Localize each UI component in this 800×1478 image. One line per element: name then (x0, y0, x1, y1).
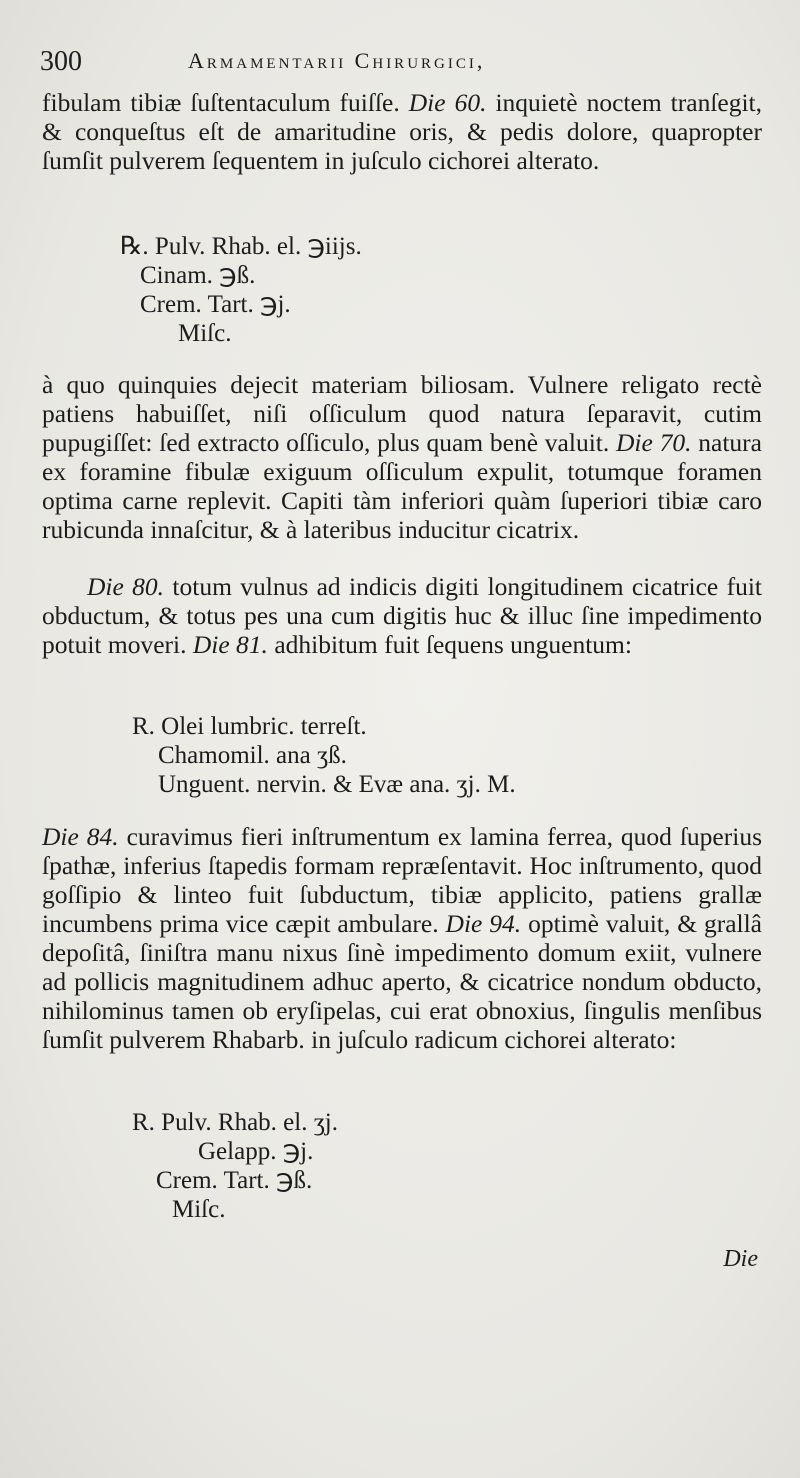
recipe-2-line-1: R. Olei lumbric. terreſt. (132, 713, 367, 740)
day-label: Die 94. (445, 909, 522, 938)
paragraph-3-text-b: adhibitum fuit ſequens unguentum: (274, 630, 632, 659)
day-label: Die 60. (408, 88, 487, 117)
paragraph-1 (42, 88, 762, 175)
recipe-1-line-3: Crem. Tart. ℈j. (140, 291, 291, 318)
recipe-1-line-4: Miſc. (178, 320, 232, 347)
recipe-3-line-4: Miſc. (172, 1196, 226, 1223)
recipe-2-line-3: Unguent. nervin. & Evæ ana. ʒj. M. (158, 771, 516, 798)
page-number: 300 (40, 46, 82, 77)
recipe-3 (132, 1108, 338, 1224)
paragraph-3 (42, 572, 762, 659)
catchword: Die (723, 1246, 758, 1272)
paragraph-4-text-b: optimè valuit, & grallâ depoſitâ, ſiniſtra manu nixus ſinè impedimento domum exiit, vulnere ad pollicis magnitudinem adhuc aperto, & cicatrice nondum obducto, nihilominus tamen ob eryſipelas, cui erat obnoxius, ſingulis menſibus ſumſit pulverem Rhabarb. in juſculo radicum cichorei alterato: (42, 909, 762, 1054)
day-label: Die 70. (616, 428, 692, 457)
day-label: Die 84. (42, 822, 119, 851)
paragraph-2-text-b: natura ex foramine fibulæ exiguum oſſiculum expulit, totumque foramen optima carne replevit. Capiti tàm inferiori quàm ſuperiori tibiæ caro rubicunda innaſcitur, & à lateribus inducitur cicatrix. (42, 428, 762, 544)
paragraph-2-text-a: à quo quinquies dejecit materiam biliosam. Vulnere religato rectè patiens habuiſſet, niſi oſſiculum quod natura ſeparavit, cutim pupugiſſet: ſed extracto oſſiculo, plus quam benè valuit. (42, 370, 762, 457)
paragraph-2 (42, 370, 762, 544)
recipe-3-line-1: R. Pulv. Rhab. el. ʒj. (132, 1109, 339, 1136)
paragraph-3-text-a: totum vulnus ad indicis digiti longitudinem cicatrice fuit obductum, & totus pes una cum digitis huc & illuc ſine impedimento potuit moveri. (42, 572, 763, 659)
recipe-1-line-1: ℞. Pulv. Rhab. el. ℈iijs. (120, 233, 362, 260)
recipe-1-line-2: Cinam. ℈ß. (140, 262, 256, 289)
recipe-1 (120, 232, 362, 348)
paragraph-1-text-b: inquietè noctem tranſegit, & conqueſtus eſt de amaritudine oris, & pedis dolore, quapropter ſumſit pulverem ſequentem in juſculo cichorei alterato. (42, 88, 763, 175)
paragraph-1-text-a: fibulam tibiæ ſuſtentaculum fuiſſe. (42, 88, 400, 117)
recipe-3-line-2: Gelapp. ℈j. (198, 1138, 314, 1165)
running-head: Armamentarii Chirurgici, (188, 48, 486, 73)
day-label: Die 81. (192, 630, 268, 659)
paragraph-4 (42, 822, 762, 1054)
page-header (40, 46, 760, 82)
recipe-2-line-2: Chamomil. ana ʒß. (158, 742, 347, 769)
paragraph-4-text-a: curavimus fieri inſtrumentum ex lamina ferrea, quod ſuperius ſpathæ, inferius ſtapedis formam repræſentavit. Hoc inſtrumento, quod goſſipio & linteo fuit ſubductum, tibiæ applicito, patiens grallæ incumbens prima vice cæpit ambulare. (42, 822, 762, 938)
recipe-2 (132, 712, 516, 799)
day-label: Die 80. (87, 572, 165, 601)
recipe-3-line-3: Crem. Tart. ℈ß. (156, 1167, 313, 1194)
